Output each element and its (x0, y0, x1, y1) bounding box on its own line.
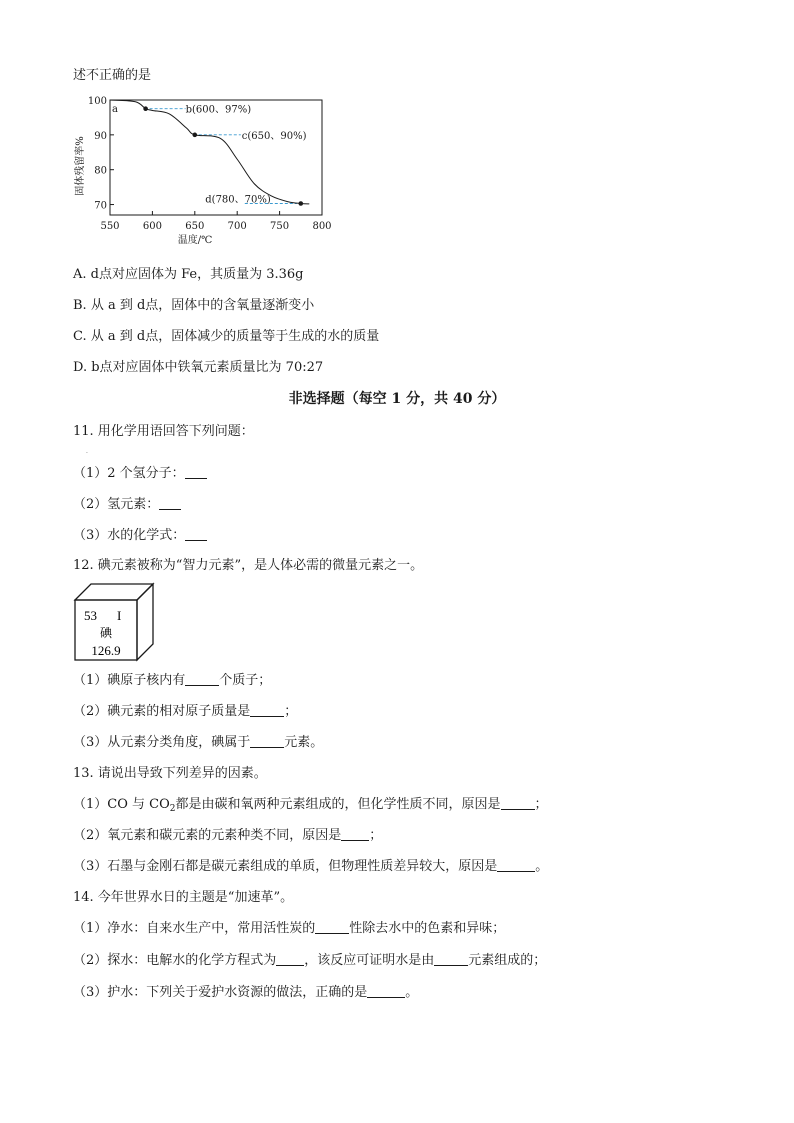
q12-part1 (73, 673, 271, 689)
iodine-element-card (73, 582, 155, 664)
answer-blank[interactable] (501, 797, 535, 810)
q14-part1 (73, 921, 505, 937)
point-d-marker (299, 201, 304, 206)
q12-part3-tail: 元素。 (284, 735, 324, 750)
q14-part3-text: （3）护水：下列关于爱护水资源的做法，正确的是 (73, 985, 368, 1000)
q11-part1 (73, 466, 207, 482)
q14-part3 (73, 985, 418, 1001)
x-tick-label: 700 (227, 221, 247, 232)
option-a: A. d点对应固体为 Fe，其质量为 3.36g (73, 267, 304, 282)
q13-part2-text: （2）氧元素和碳元素的元素种类不同，原因是 (73, 828, 342, 843)
q12-part2 (73, 704, 297, 720)
q13-part1-text2: 都是由碳和氧两种元素组成的，但化学性质不同，原因是 (175, 797, 501, 812)
q14-part2-tail: 元素组成的； (468, 953, 547, 968)
answer-blank[interactable] (497, 859, 535, 872)
x-tick-label: 550 (100, 221, 120, 232)
q13-part2-tail: ； (369, 828, 383, 843)
answer-blank[interactable] (250, 735, 284, 748)
answer-blank[interactable] (185, 466, 207, 479)
residue-rate-chart (70, 90, 340, 246)
q13-part1-tail: ； (534, 797, 548, 812)
answer-blank[interactable] (250, 704, 284, 717)
option-d: D. b点对应固体中铁氧元素质量比为 70:27 (73, 360, 324, 375)
q14-stem: 14. 今年世界水日的主题是“加速革”。 (73, 890, 294, 905)
y-axis-label: 固体残留率% (75, 136, 86, 196)
answer-blank[interactable] (434, 953, 468, 966)
q11-part2 (73, 497, 181, 513)
element-symbol: I (117, 608, 122, 623)
atomic-number: 53 (84, 608, 97, 623)
q11-part2-text: （2）氢元素： (73, 497, 160, 512)
point-a-label: a (112, 104, 118, 115)
q11-stem: 11. 用化学用语回答下列问题： (73, 424, 254, 439)
data-points (112, 104, 307, 206)
q12-part2-tail: ； (284, 704, 298, 719)
q13-part3 (73, 859, 548, 875)
answer-blank[interactable] (276, 953, 304, 966)
x-tick-label: 750 (270, 221, 290, 232)
section-heading: 非选择题（每空 1 分，共 40 分） (288, 391, 506, 407)
q11-part3 (73, 528, 207, 544)
answer-blank[interactable] (341, 828, 369, 841)
y-tick-label: 100 (87, 96, 107, 107)
answer-blank[interactable] (367, 985, 405, 998)
q12-part2-text: （2）碘元素的相对原子质量是 (73, 704, 251, 719)
q12-part1-tail: 个质子； (219, 673, 272, 688)
answer-blank[interactable] (159, 497, 181, 510)
option-c: C. 从 a 到 d点，固体减少的质量等于生成的水的质量 (73, 329, 380, 344)
stray-mark: · (86, 450, 88, 457)
element-name: 碘 (99, 626, 113, 640)
q13-part1-text: （1）CO 与 CO (73, 797, 170, 812)
x-axis-label: 温度/℃ (177, 235, 213, 246)
q12-part3-text: （3）从元素分类角度，碘属于 (73, 735, 251, 750)
point-c-label: c(650、90%) (241, 130, 307, 142)
y-tick-label: 80 (94, 165, 107, 177)
answer-blank[interactable] (185, 673, 219, 686)
q12-part1-text: （1）碘原子核内有 (73, 673, 186, 688)
q11-part1-text: （1）2 个氢分子： (73, 466, 185, 481)
point-c-marker (193, 133, 198, 138)
q14-part1-tail: 性除去水中的色素和异味； (349, 921, 506, 936)
subscript: 2 (169, 804, 176, 814)
q14-part2-text2: ，该反应可证明水是由 (304, 953, 435, 968)
question-intro-text: 述不正确的是 (73, 68, 152, 83)
x-tick-label: 650 (185, 221, 205, 232)
x-tick-label: 600 (142, 221, 162, 232)
y-tick-label: 90 (94, 130, 107, 142)
atomic-mass: 126.9 (91, 643, 121, 658)
q12-stem: 12. 碘元素被称为“智力元素”，是人体必需的微量元素之一。 (73, 558, 424, 573)
q13-part3-text: （3）石墨与金刚石都是碳元素组成的单质，但物理性质差异较大，原因是 (73, 859, 498, 874)
cube-top (75, 584, 153, 600)
q13-part2 (73, 828, 382, 844)
axis-ticks (88, 96, 332, 232)
q14-part2 (73, 953, 546, 969)
answer-blank[interactable] (315, 921, 349, 934)
q13-part3-tail: 。 (535, 859, 549, 874)
point-b-marker (143, 106, 148, 111)
option-b: B. 从 a 到 d点，固体中的含氧量逐渐变小 (73, 298, 315, 313)
y-tick-label: 70 (94, 200, 107, 212)
q11-part3-text: （3）水的化学式： (73, 528, 186, 543)
x-tick-label: 800 (312, 221, 332, 232)
q14-part3-tail: 。 (405, 985, 419, 1000)
q12-part3 (73, 735, 323, 751)
guide-lines (150, 109, 297, 204)
cube-side (137, 584, 153, 660)
q14-part2-text: （2）探水：电解水的化学方程式为 (73, 953, 277, 968)
q13-stem: 13. 请说出导致下列差异的因素。 (73, 766, 267, 781)
answer-blank[interactable] (185, 528, 207, 541)
point-b-label: b(600、97%) (185, 104, 252, 116)
q14-part1-text: （1）净水：自来水生产中，常用活性炭的 (73, 921, 316, 936)
point-d-label: d(780、70%) (205, 194, 271, 206)
q13-part1 (73, 797, 548, 817)
